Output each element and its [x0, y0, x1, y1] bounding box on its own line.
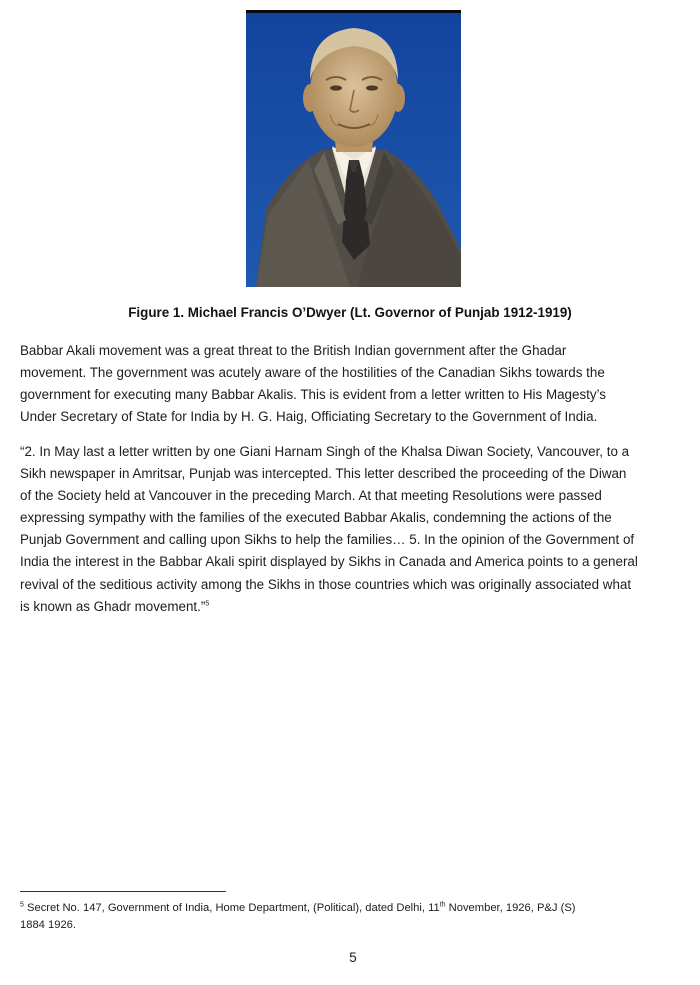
quoted-letter-paragraph: [20, 441, 688, 618]
portrait-photo: [246, 10, 461, 287]
footnote-ordinal: th: [439, 901, 446, 909]
page-number: 5: [349, 950, 357, 965]
paragraph-line: of the Society held at Vancouver in the preceding March. At that meeting Resolutions were passed: [20, 488, 602, 504]
portrait-illustration: [246, 10, 461, 287]
paragraph-line: Under Secretary of State for India by H. G. Haig, Officiating Secretary to the Government of India.: [20, 409, 598, 425]
paragraph-line: Babbar Akali movement was a great threat to the British Indian government after the Ghadar: [20, 343, 567, 358]
figure-caption: Figure 1. Michael Francis O’Dwyer (Lt. Governor of Punjab 1912-1919): [128, 305, 572, 320]
footnote-line-1: [20, 900, 690, 917]
paragraph-line: government for executing many Babbar Akalis. This is evident from a letter written to His Magesty’s: [20, 387, 606, 403]
paragraph-line: [20, 596, 688, 618]
paragraph-line: movement. The government was acutely aware of the hostilities of the Canadian Sikhs towards the: [20, 365, 605, 381]
body-paragraph-1: [20, 340, 688, 428]
paragraph-line-text: is known as Ghadr movement.”: [20, 598, 206, 614]
paragraph-line: revival of the seditious activity among the Sikhs in those countries which was originally associated what: [20, 576, 632, 592]
footnote-text: November, 1926, P&J (S): [445, 902, 576, 914]
footnote-marker: 5: [20, 901, 24, 909]
footnote: [20, 900, 690, 934]
footnote-separator: [20, 891, 226, 892]
paragraph-line: Punjab Government and calling upon Sikhs to help the families… 5. In the opinion of the Government of: [20, 532, 635, 548]
footnote-line-2: 1884 1926.: [20, 919, 76, 931]
footnote-reference[interactable]: 5: [205, 600, 210, 608]
paragraph-line: Sikh newspaper in Amritsar, Punjab was intercepted. This letter described the proceeding of the Diwan: [20, 466, 627, 482]
paragraph-line: India the interest in the Babbar Akali spirit displayed by Sikhs in Canada and America points to a general: [20, 554, 638, 570]
footnote-text: Secret No. 147, Government of India, Home Department, (Political), dated Delhi, 11: [23, 902, 440, 914]
paragraph-line: expressing sympathy with the families of the executed Babbar Akalis, condemning the actions of the: [20, 510, 612, 526]
paragraph-line: “2. In May last a letter written by one Giani Harnam Singh of the Khalsa Diwan Society, Vancouver, to a: [20, 444, 630, 459]
